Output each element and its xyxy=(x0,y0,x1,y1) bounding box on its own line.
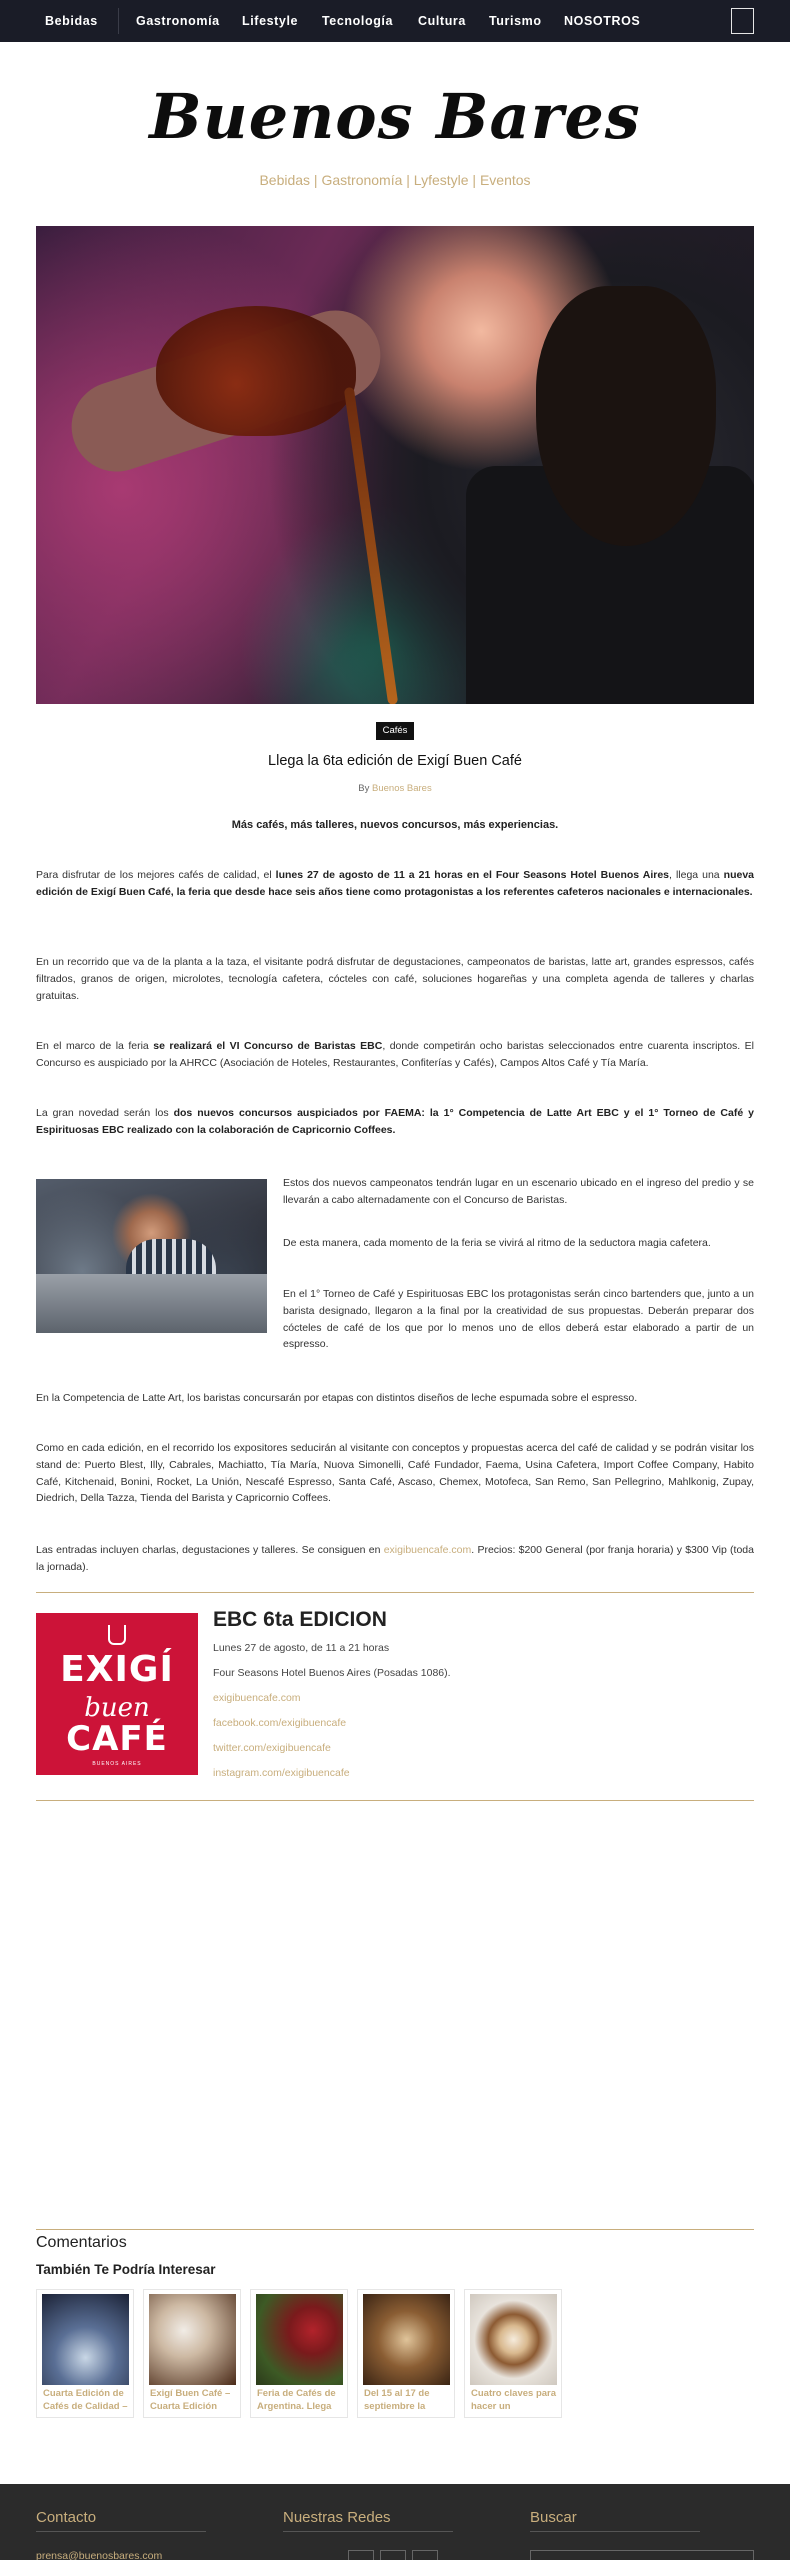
side-paragraph-2: De esta manera, cada momento de la feria se vivirá al ritmo de la seductora magia cafetera. xyxy=(283,1237,711,1249)
byline-prefix: By xyxy=(358,783,370,794)
hero-head-shape xyxy=(536,286,716,546)
related-card[interactable] xyxy=(250,2289,348,2418)
article-paragraph-1: Para disfrutar de los mejores cafés de calidad, el lunes 27 de agosto de 11 a 21 horas en el Four Seasons Hotel Buenos Aires, llega una nueva edición de Exigí Buen Café, la feria que desde hace seis años tiene como protagonistas a los referentes cafeteros nacionales e internacionales. xyxy=(36,869,755,898)
hero-coffee-pot-shape xyxy=(156,306,356,436)
footer-email-link[interactable]: prensa@buenosbares.com xyxy=(36,2550,163,2560)
nav-item-lifestyle[interactable]: Lifestyle xyxy=(242,14,299,28)
side-paragraph-3: En el 1° Torneo de Café y Espirituosas EBC los protagonistas serán cinco bartenders que, junto a un barista designado, llegaron a la final por la creatividad de sus propuestas. Deberán preparar dos cócteles de café de los que por lo menos uno de ellos deberá estar elaborado a partir de un espresso. xyxy=(283,1288,754,1351)
side-paragraph-1: Estos dos nuevos campeonatos tendrán lugar en un escenario ubicado en el ingreso del predio y se llevarán a cabo alternadamente con el Concurso de Baristas. xyxy=(283,1177,754,1206)
related-thumb[interactable] xyxy=(42,2294,129,2385)
logo-word-buen: buen xyxy=(84,1693,150,1723)
nav-item-gastronomia[interactable]: Gastronomía xyxy=(136,14,220,28)
logo-word-cafe: CAFÉ xyxy=(66,1719,168,1759)
event-title: EBC 6ta EDICION xyxy=(213,1608,387,1631)
logo-word-city: BUENOS AIRES xyxy=(92,1761,142,1767)
article-paragraph-2: En un recorrido que va de la planta a la taza, el visitante podrá disfrutar de degustaciones, campeonatos de baristas, latte art, grandes espressos, cafés filtrados, granos de origen, microlotes, tecnología cafetera, cócteles con café, soluciones hogareñas y una completa agenda de talleres y charlas gratuitas. xyxy=(36,956,754,1002)
related-thumb[interactable] xyxy=(149,2294,236,2385)
category-badge[interactable]: Cafés xyxy=(376,722,414,740)
related-thumb[interactable] xyxy=(470,2294,557,2385)
exigi-buen-cafe-logo xyxy=(36,1613,198,1775)
footer-contact-heading: Contacto xyxy=(36,2509,97,2526)
tickets-link[interactable]: exigibuencafe.com xyxy=(383,1544,472,1556)
related-card[interactable] xyxy=(143,2289,241,2418)
article-paragraph-5: En la Competencia de Latte Art, los baristas concursarán por etapas con distintos diseños de leche espumada sobre el espresso. xyxy=(36,1392,638,1404)
hero-pour-stream xyxy=(344,387,398,704)
search-input[interactable] xyxy=(530,2550,754,2560)
author-link[interactable]: Buenos Bares xyxy=(372,783,432,794)
barista-photo xyxy=(36,1179,267,1333)
related-caption[interactable]: Exigí Buen Café – Cuarta Edición xyxy=(150,2388,231,2412)
comments-heading: Comentarios xyxy=(36,2234,127,2251)
nav-item-nosotros[interactable]: NOSOTROS xyxy=(564,14,641,28)
logo-word-exigi: EXIGÍ xyxy=(60,1649,174,1690)
divider-line xyxy=(36,1800,754,1801)
event-venue: Four Seasons Hotel Buenos Aires (Posadas 1086). xyxy=(213,1667,451,1679)
related-caption[interactable]: Cuatro claves para hacer un xyxy=(471,2388,557,2412)
related-card[interactable] xyxy=(357,2289,455,2418)
article-lede: Más cafés, más talleres, nuevos concursos, más experiencias. xyxy=(231,819,559,831)
footer-underline xyxy=(530,2531,700,2532)
related-card[interactable] xyxy=(464,2289,562,2418)
nav-item-cultura[interactable]: Cultura xyxy=(418,14,466,28)
event-facebook-link[interactable]: facebook.com/exigibuencafe xyxy=(213,1717,347,1729)
article-paragraph-7: Las entradas incluyen charlas, degustaciones y talleres. Se consiguen en exigibuencafe.com. Precios: $200 General (por franja horaria) y $300 Vip (toda la jornada). xyxy=(36,1544,754,1573)
related-heading: También Te Podría Interesar xyxy=(36,2262,216,2277)
site-tagline: Bebidas | Gastronomía | Lyfestyle | Eventos xyxy=(259,172,531,188)
photo-machine-shape xyxy=(36,1274,267,1333)
event-instagram-link[interactable]: instagram.com/exigibuencafe xyxy=(213,1767,350,1779)
twitter-icon[interactable] xyxy=(380,2550,406,2560)
article-title: Llega la 6ta edición de Exigí Buen Café xyxy=(268,753,522,769)
top-navigation xyxy=(0,0,790,42)
divider-line xyxy=(36,1592,754,1593)
related-caption[interactable]: Cuarta Edición de Cafés de Calidad – xyxy=(43,2388,128,2412)
divider-line xyxy=(36,2229,754,2230)
nav-item-bebidas[interactable]: Bebidas xyxy=(45,14,98,28)
footer-underline xyxy=(36,2531,206,2532)
related-card[interactable] xyxy=(36,2289,134,2418)
article-paragraph-3: En el marco de la feria se realizará el VI Concurso de Baristas EBC, donde competirán ocho baristas seleccionados entre cuarenta inscriptos. El Concurso es auspiciado por la AHRCC (Asociación de Hoteles, Restaurantes, Confiterías y Cafés), Campos Altos Café y Tía María. xyxy=(36,1040,754,1069)
related-thumb[interactable] xyxy=(363,2294,450,2385)
event-twitter-link[interactable]: twitter.com/exigibuencafe xyxy=(213,1742,331,1754)
site-footer xyxy=(0,2484,790,2560)
facebook-icon[interactable] xyxy=(348,2550,374,2560)
instagram-icon[interactable] xyxy=(412,2550,438,2560)
related-caption[interactable]: Feria de Cafés de Argentina. Llega xyxy=(257,2388,336,2412)
footer-search-heading: Buscar xyxy=(530,2509,577,2526)
article-paragraph-6: Como en cada edición, en el recorrido los expositores seducirán al visitante con conceptos y propuestas acerca del café de calidad y se podrán visitar los stand de: Puerto Blest, Illy, Cabrales, Machiatto, Tía María, Nuova Simonelli, Café Fundador, Faema, Usina Cafetera, Import Coffee Company, Habito Café, Kitchenaid, Bonini, Rocket, La Unión, Nescafé Espresso, Santa Café, Ascaso, Chemex, Motofeca, San Remo, San Pellegrino, Mahlkonig, Zupay, Diedrich, Della Tazza, Tienda del Barista y Capricornio Coffees. xyxy=(36,1442,754,1505)
footer-social-heading: Nuestras Redes xyxy=(283,2509,391,2526)
nav-item-turismo[interactable]: Turismo xyxy=(489,14,542,28)
cup-icon xyxy=(108,1625,126,1645)
hamburger-icon[interactable] xyxy=(731,8,754,34)
event-date: Lunes 27 de agosto, de 11 a 21 horas xyxy=(213,1642,390,1654)
event-website-link[interactable]: exigibuencafe.com xyxy=(213,1692,301,1704)
nav-divider xyxy=(118,8,119,34)
site-logo[interactable]: Buenos Bares xyxy=(149,80,641,153)
hero-image xyxy=(36,226,754,704)
nav-item-tecnologia[interactable]: Tecnología xyxy=(322,14,394,28)
footer-underline xyxy=(283,2531,453,2532)
byline xyxy=(0,783,790,794)
related-caption[interactable]: Del 15 al 17 de septiembre la xyxy=(364,2388,430,2412)
article-paragraph-4: La gran novedad serán los dos nuevos concursos auspiciados por FAEMA: la 1° Competencia de Latte Art EBC y el 1° Torneo de Café y Espirituosas EBC realizado con la colaboración de Capricornio Coffees. xyxy=(36,1107,754,1136)
related-thumb[interactable] xyxy=(256,2294,343,2385)
